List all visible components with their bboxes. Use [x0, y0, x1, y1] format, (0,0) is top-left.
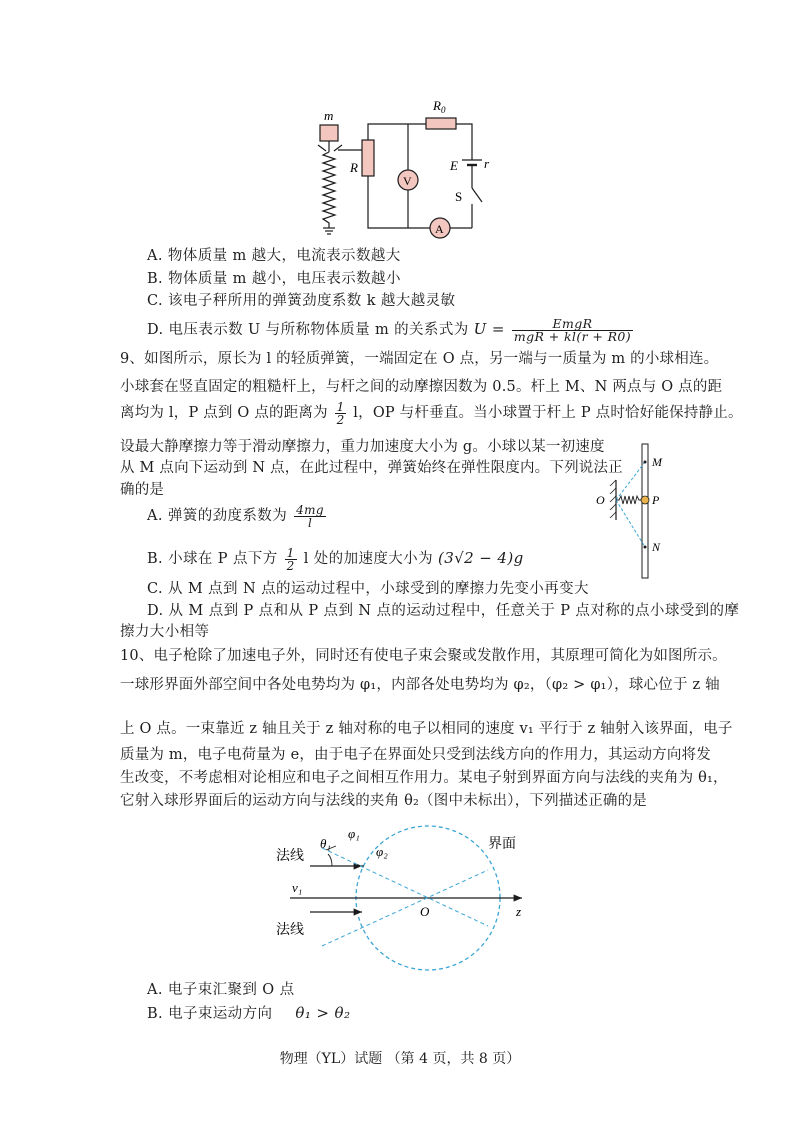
q9-option-a: A. 弹簧的劲度系数为 $\frac{4mg}{l}$	[147, 502, 325, 530]
svg-text:N: N	[652, 540, 661, 554]
rheostat-R	[362, 140, 374, 176]
label-R0: $R_0$	[433, 100, 446, 115]
mass-block	[320, 125, 338, 141]
q10-option-b: B. 电子束运动方向 θ₁ > θ₂	[147, 1004, 351, 1022]
q9-line-6: 确的是	[120, 482, 165, 498]
normal-line-bottom	[322, 870, 488, 946]
label-R: R	[350, 160, 358, 175]
q10-line-1: 10、电子枪除了加速电子外，同时还有使电子束会聚或发散作用，其原理可简化为如图所示。	[120, 648, 727, 664]
q8-option-a: A. 物体质量 m 越大，电流表示数越大	[147, 248, 401, 264]
q10-sphere-diagram	[270, 818, 540, 978]
q8-option-c: C. 该电子秤所用的弹簧劲度系数 k 越大越灵敏	[147, 293, 456, 309]
q9-line-5: 从 M 点向下运动到 N 点，在此过程中，弹簧始终在弹性限度内。下列说法正	[120, 460, 623, 476]
spring-zigzag	[323, 152, 335, 228]
svg-text:A: A	[435, 222, 444, 236]
q9-option-d-line-1: D. 从 M 点到 P 点和从 P 点到 N 点的运动过程中，任意关于 P 点对称的点小球受到的摩	[147, 603, 740, 619]
svg-text:法线: 法线	[276, 848, 304, 864]
q10-option-a: A. 电子束汇聚到 O 点	[147, 982, 295, 998]
svg-text:P: P	[652, 493, 660, 507]
q10-line-6: 它射入球形界面后的运动方向与法线的夹角 θ₂（图中未标出），下列描述正确的是	[120, 793, 647, 809]
spring	[616, 496, 641, 504]
q10-line-3: 上 O 点。一束靠近 z 轴且关于 z 轴对称的电子以相同的速度 v₁ 平行于 z 轴射入该界面，电子	[120, 721, 733, 737]
q9-line-4: 设最大静摩擦力等于滑动摩擦力，重力加速度大小为 g。小球以某一初速度	[120, 439, 605, 455]
svg-text:E: E	[450, 158, 458, 173]
label-m: m	[324, 108, 334, 123]
q9-line-1: 9、如图所示，原长为 l 的轻质弹簧，一端固定在 O 点，另一端与一质量为 m 的小球相连。	[120, 351, 719, 367]
svg-text:S: S	[455, 189, 463, 204]
svg-text:O: O	[420, 904, 430, 919]
q10-line-5: 生改变，不考虑相对论相应和电子之间相互作用力。某电子射到界面方向与法线的夹角为 θ₁，	[120, 770, 728, 786]
svg-text:z: z	[516, 904, 522, 919]
svg-text:φ₁: φ₁	[348, 826, 360, 841]
q9-line-3: 离均为 l，P 点到 O 点的距离为 $\frac{1}{2}$ l，OP 与杆垂直。当小球置于杆上 P 点时恰好能保持静止。	[120, 399, 743, 427]
q9-line-2: 小球套在竖直固定的粗糙杆上，与杆之间的动摩擦因数为 0.5。杆上 M、N 两点与 O 点的距	[120, 379, 723, 395]
normal-line-top	[322, 848, 488, 926]
q8-circuit-diagram	[300, 100, 500, 245]
svg-text:r: r	[484, 156, 490, 171]
q10-line-4: 质量为 m，电子电荷量为 e，由于电子在界面处只受到法线方向的作用力，其运动方向将发	[120, 747, 711, 763]
vertical-rod	[642, 444, 648, 578]
q8-option-d: D. 电压表示数 U 与所称物体质量 m 的关系式为 U = $\frac{\text{EmgR}}{\text{mgR + kl(r + R0)}}$	[147, 315, 632, 344]
svg-text:界面: 界面	[488, 836, 516, 852]
q9-option-d-line-2: 擦力大小相等	[120, 624, 210, 640]
svg-text:v₁: v₁	[292, 880, 303, 895]
svg-text:V: V	[403, 174, 412, 188]
svg-text:O: O	[596, 493, 605, 507]
switch-S	[472, 188, 482, 202]
resistor-R0	[426, 118, 456, 129]
q9-option-b: B. 小球在 P 点下方 $\frac{1}{2}$ l 处的加速度大小为 (3√2 − 4)g	[147, 545, 524, 573]
ball	[641, 496, 649, 504]
q9-option-c: C. 从 M 点到 N 点的运动过程中，小球受到的摩擦力先变小再变大	[147, 581, 589, 597]
svg-text:φ₂: φ₂	[376, 844, 388, 859]
q10-line-2: 一球形界面外部空间中各处电势均为 φ₁，内部各处电势均为 φ₂，（φ₂ > φ₁），球心位于 z 轴	[120, 677, 720, 693]
page-footer: 物理（YL）试题 （第 4 页，共 8 页）	[279, 1051, 521, 1067]
q9-rod-diagram	[588, 442, 668, 582]
svg-text:θ₁: θ₁	[320, 836, 331, 851]
svg-text:M: M	[652, 455, 662, 469]
svg-text:法线: 法线	[276, 922, 304, 938]
q8-option-b: B. 物体质量 m 越小，电压表示数越小	[147, 271, 401, 287]
